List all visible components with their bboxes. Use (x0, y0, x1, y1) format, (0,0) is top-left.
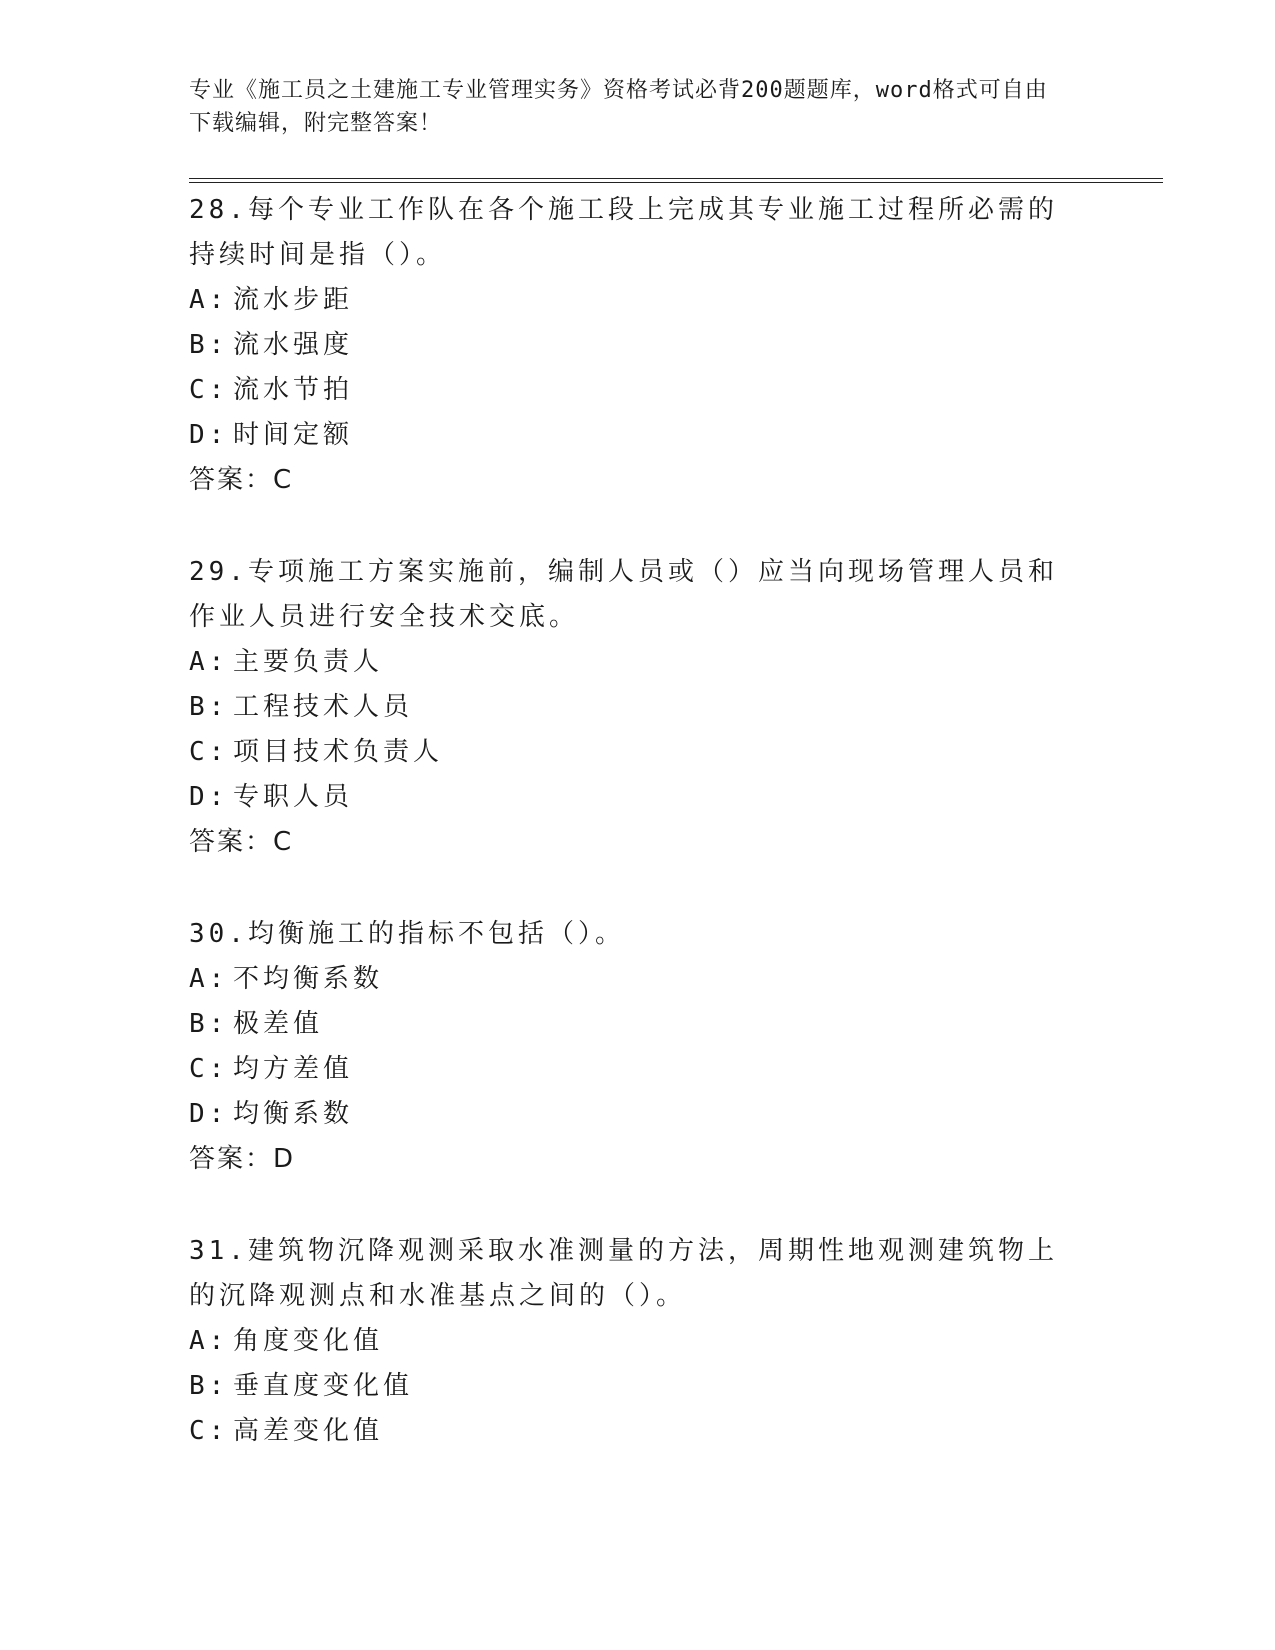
option-text: 不均衡系数 (233, 964, 384, 994)
option-b (189, 1002, 1089, 1047)
question-30 (189, 912, 1089, 1182)
answer-line: 答案：D (189, 1144, 296, 1174)
option-d (189, 1092, 1089, 1137)
option-text: 流水强度 (233, 330, 354, 360)
option-letter: C: (189, 737, 229, 767)
option-b (189, 685, 1089, 730)
option-a (189, 1319, 1089, 1364)
option-text: 均衡系数 (233, 1099, 354, 1129)
answer-line: 答案：C (189, 827, 294, 857)
option-letter: A: (189, 964, 229, 994)
question-stem: 28.每个专业工作队在各个施工段上完成其专业施工过程所必需的持续时间是指（）。 (189, 195, 1058, 270)
option-a (189, 640, 1089, 685)
option-letter: C: (189, 375, 229, 405)
option-text: 垂直度变化值 (233, 1371, 414, 1401)
document-header: 专业《施工员之土建施工专业管理实务》资格考试必背200题题库，word格式可自由下载编辑，附完整答案！ (189, 78, 1048, 136)
option-letter: B: (189, 1009, 229, 1039)
option-letter: A: (189, 1326, 229, 1356)
question-31 (189, 1229, 1089, 1454)
option-letter: B: (189, 330, 229, 360)
option-text: 工程技术人员 (233, 692, 414, 722)
option-text: 主要负责人 (233, 647, 384, 677)
option-letter: B: (189, 1371, 229, 1401)
option-a (189, 957, 1089, 1002)
option-text: 专职人员 (233, 782, 354, 812)
question-29 (189, 550, 1089, 865)
header-divider (189, 178, 1163, 183)
question-stem: 29.专项施工方案实施前，编制人员或（）应当向现场管理人员和作业人员进行安全技术交底。 (189, 557, 1058, 632)
option-text: 时间定额 (233, 420, 354, 450)
option-letter: A: (189, 285, 229, 315)
option-letter: D: (189, 420, 229, 450)
option-text: 项目技术负责人 (233, 737, 444, 767)
option-letter: C: (189, 1054, 229, 1084)
answer-line: 答案：C (189, 465, 294, 495)
question-stem: 31.建筑物沉降观测采取水准测量的方法，周期性地观测建筑物上的沉降观测点和水准基点之间的（）。 (189, 1236, 1058, 1311)
question-stem: 30.均衡施工的指标不包括（）。 (189, 919, 625, 949)
option-d (189, 413, 1089, 458)
option-letter: D: (189, 1099, 229, 1129)
question-list (189, 188, 1089, 1501)
option-a (189, 278, 1089, 323)
option-text: 角度变化值 (233, 1326, 384, 1356)
option-letter: D: (189, 782, 229, 812)
option-letter: B: (189, 692, 229, 722)
option-d (189, 775, 1089, 820)
option-text: 高差变化值 (233, 1416, 384, 1446)
option-c (189, 368, 1089, 413)
option-c (189, 1409, 1089, 1454)
option-text: 流水步距 (233, 285, 354, 315)
option-text: 流水节拍 (233, 375, 354, 405)
option-text: 均方差值 (233, 1054, 354, 1084)
option-b (189, 1364, 1089, 1409)
option-c (189, 730, 1089, 775)
option-b (189, 323, 1089, 368)
option-c (189, 1047, 1089, 1092)
option-text: 极差值 (233, 1009, 324, 1039)
question-28 (189, 188, 1089, 503)
option-letter: A: (189, 647, 229, 677)
option-letter: C: (189, 1416, 229, 1446)
